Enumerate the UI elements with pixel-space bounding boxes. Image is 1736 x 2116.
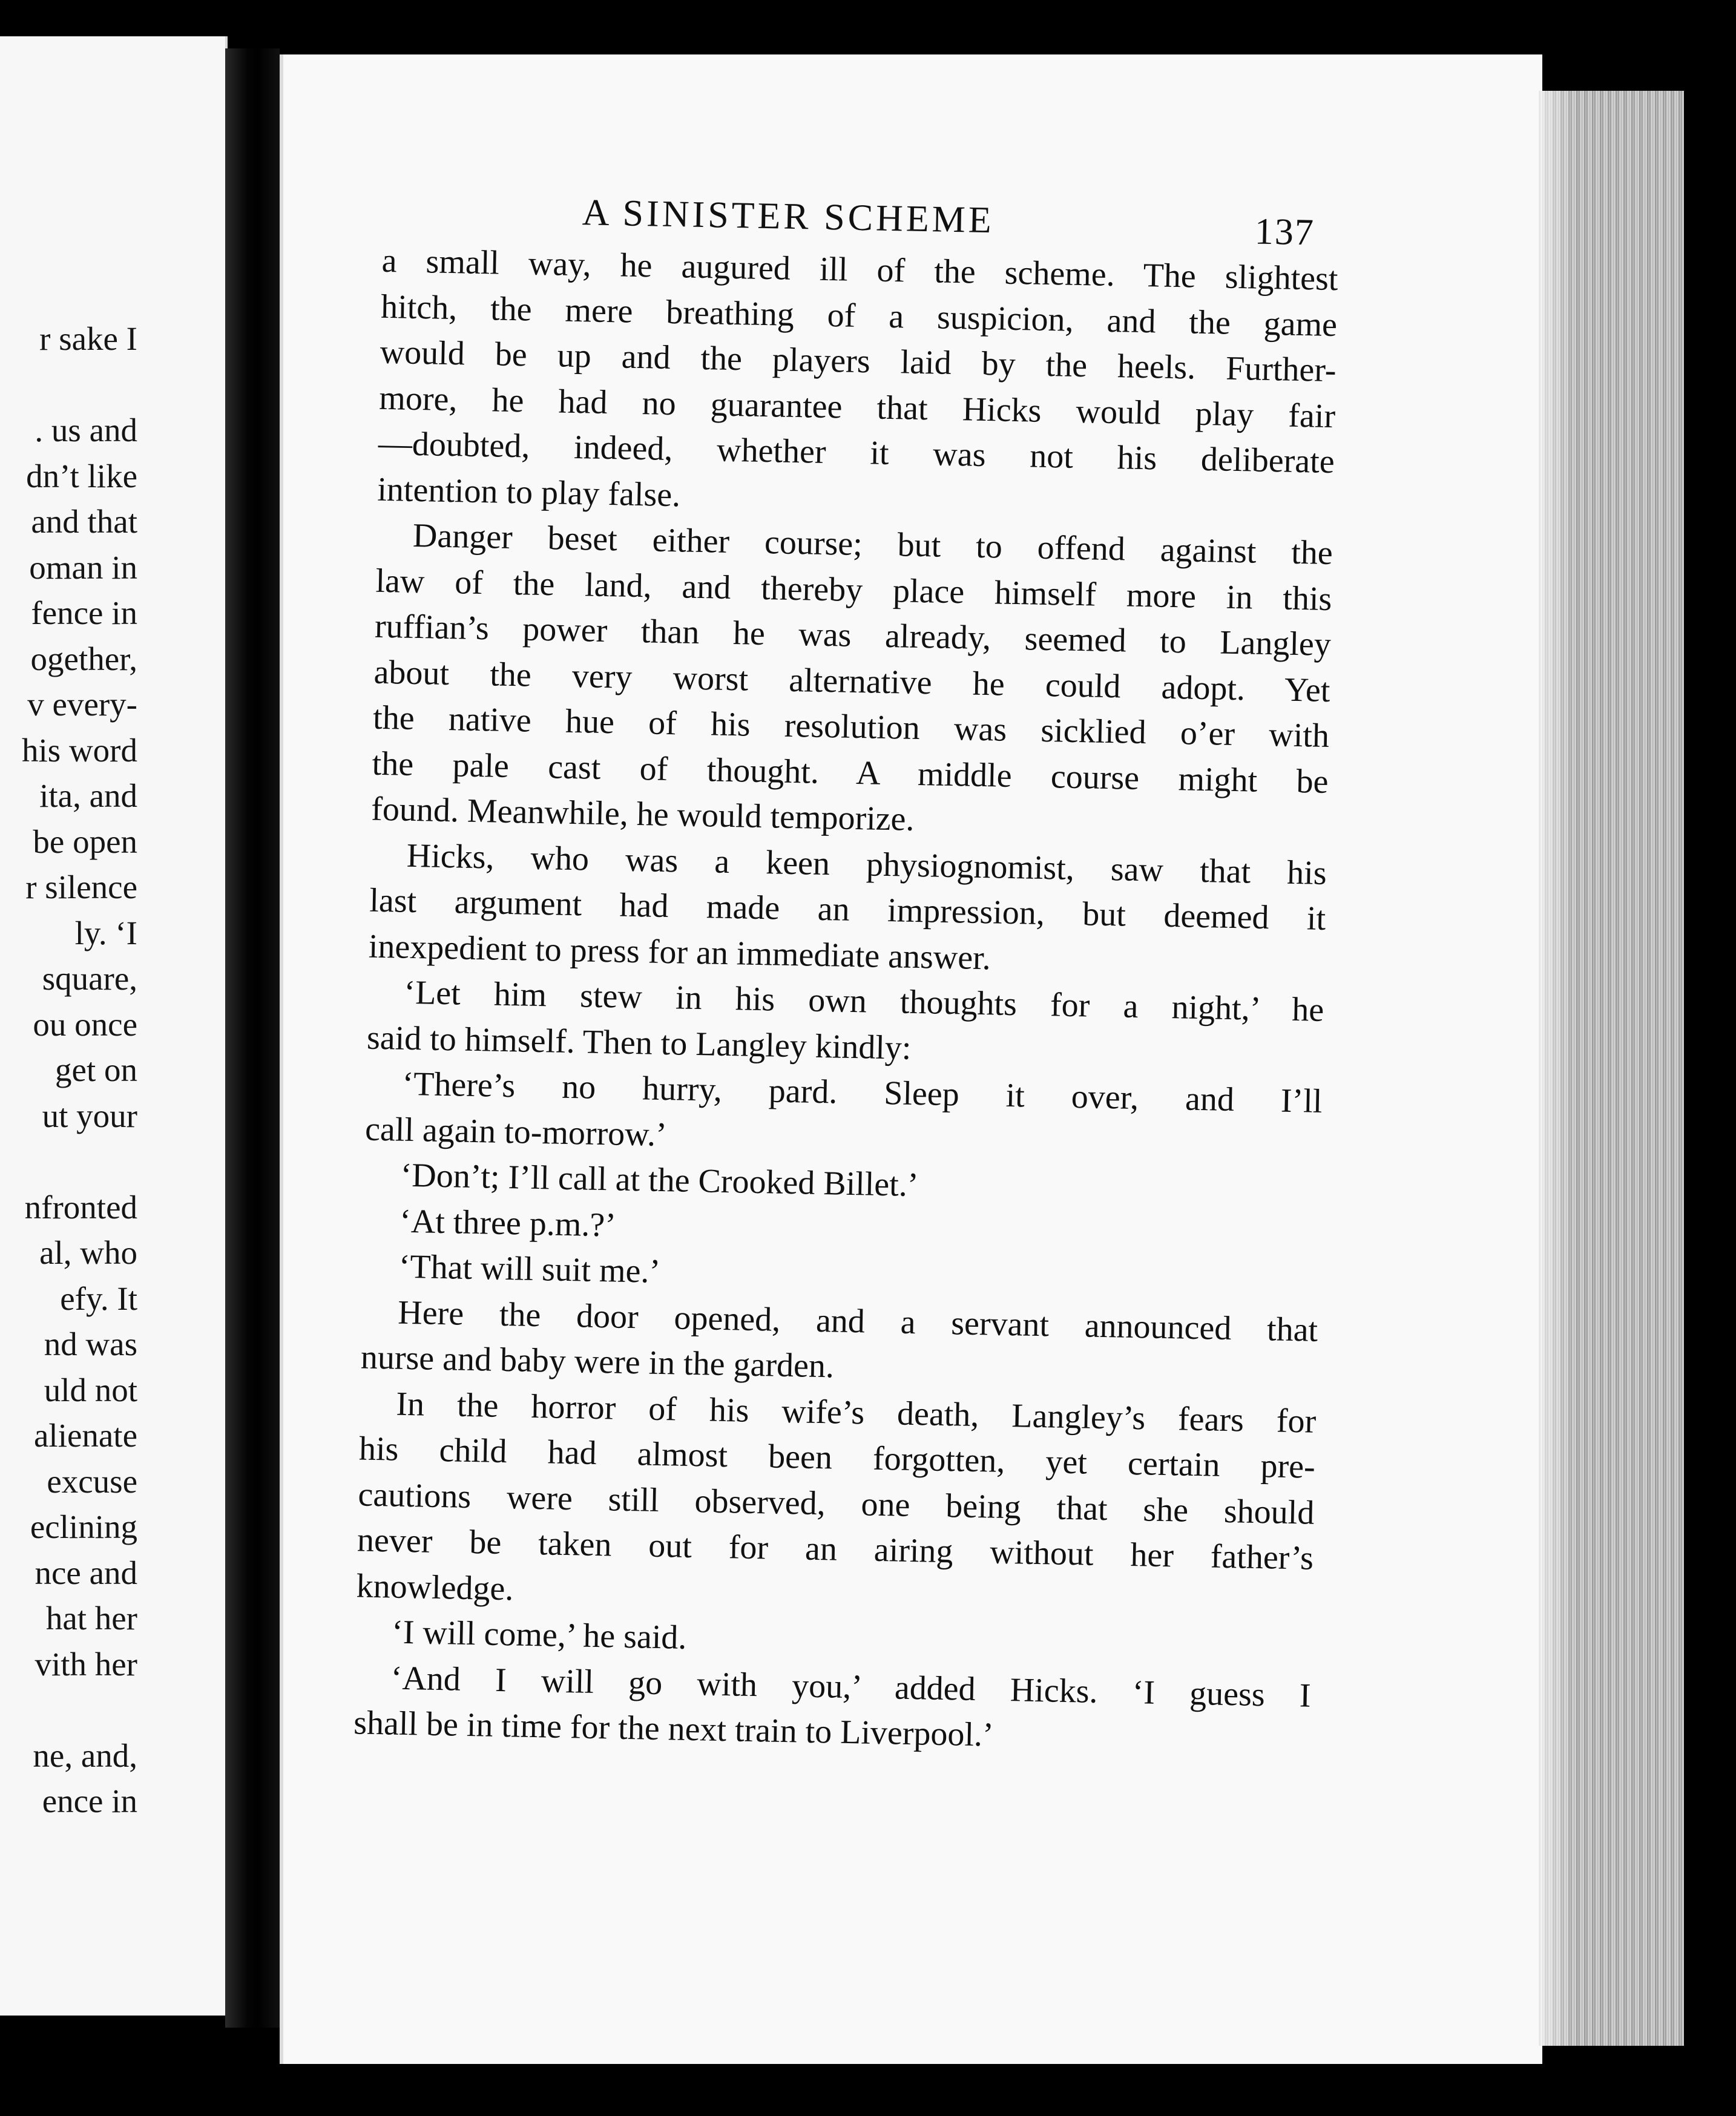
left-page-line: ly. ‘I [74, 914, 137, 951]
left-page-line: nd was [44, 1326, 137, 1362]
body-line: ‘There’s no hurry, pard. Sleep it over, and I’ll [402, 1065, 1323, 1120]
left-page-line: efy. It [60, 1280, 137, 1317]
left-page-line: dn’t like [26, 457, 137, 494]
body-line: Here the door opened, and a servant announced that [397, 1293, 1318, 1349]
body-line: his child had almost been forgotten, yet certain pre- [358, 1430, 1316, 1486]
body-line: ‘I will come,’ he said. [391, 1613, 687, 1657]
body-line: inexpedient to press for an immediate answer. [368, 927, 991, 977]
left-page-line: ence in [42, 1782, 137, 1819]
body-line: nurse and baby were in the garden. [360, 1338, 835, 1385]
left-page-line: ne, and, [33, 1736, 137, 1774]
body-line: ‘At three p.m.?’ [399, 1202, 617, 1244]
left-page-line: hat her [45, 1600, 137, 1637]
left-page-line: excuse [47, 1462, 137, 1500]
body-line: shall be in time for the next train to Liverpool.’ [353, 1704, 995, 1754]
page-number: 137 [1254, 211, 1315, 254]
body-line: knowledge. [356, 1566, 514, 1608]
body-line: the pale cast of thought. A middle course might be [372, 744, 1329, 801]
body-line: intention to play false. [376, 470, 681, 514]
body-line: hitch, the mere breathing of a suspicion, and the game [380, 288, 1338, 344]
body-line: law of the land, and thereby place himself more in this [375, 562, 1332, 618]
left-page-line: ut your [42, 1097, 137, 1134]
left-page-line: vith her [35, 1645, 137, 1683]
left-page-line: ogether, [30, 640, 137, 677]
body-line: ‘That will suit me.’ [398, 1247, 661, 1290]
left-page-line: uld not [44, 1371, 137, 1408]
left-page-line: r silence [25, 869, 137, 905]
body-line: ruffian’s power than he was already, seemed to Langley [374, 607, 1332, 664]
body-line: more, he had no guarantee that Hicks would play fair [378, 379, 1336, 435]
left-page-line: nce and [35, 1554, 137, 1591]
right-page [280, 54, 1542, 2064]
left-page-line: get on [55, 1051, 137, 1088]
left-page-line: fence in [31, 594, 137, 631]
left-page-line: oman in [29, 548, 137, 586]
page-text-block [350, 185, 1339, 1898]
left-page-fragment [0, 36, 228, 2016]
body-line: —doubted, indeed, whether it was not his deliberate [378, 424, 1335, 481]
body-line: the native hue of his resolution was sicklied o’er with [372, 698, 1330, 755]
left-page-line: ou once [33, 1005, 137, 1043]
body-line: found. Meanwhile, he would temporize. [370, 790, 915, 838]
body-line: Danger beset either course; but to offend against the [412, 516, 1333, 573]
body-line: ‘Let him stew in his own thoughts for a night,’ he [403, 973, 1324, 1029]
body-line: a small way, he augured ill of the scheme. The slightest [381, 242, 1339, 298]
running-title: A SINISTER SCHEME [582, 192, 995, 242]
left-page-line: nfronted [24, 1188, 137, 1226]
body-line: Hicks, who was a keen physiognomist, saw that his [406, 836, 1327, 892]
left-page-line: al, who [39, 1234, 137, 1271]
left-page-line: v every- [27, 686, 137, 723]
left-page-line: and that [31, 503, 137, 540]
left-page-line: alienate [34, 1417, 137, 1454]
book-gutter [225, 48, 280, 2028]
left-page-line: . us and [35, 412, 137, 448]
body-line: cautions were still observed, one being that she should [357, 1475, 1315, 1532]
left-page-line: r sake I [39, 320, 137, 357]
body-line: last argument had made an impression, but deemed it [369, 881, 1326, 938]
left-page-line: be open [33, 823, 137, 860]
body-line: ‘And I will go with you,’ added Hicks. ‘I guess I [390, 1659, 1312, 1715]
body-line: about the very worst alternative he could adopt. Yet [373, 653, 1330, 709]
body-line: ‘Don’t; I’ll call at the Crooked Billet.’ [400, 1156, 919, 1204]
left-page-line: his word [22, 731, 137, 769]
body-line: call again to-morrow.’ [364, 1110, 668, 1154]
body-line: never be taken out for an airing without her father’s [357, 1521, 1314, 1577]
left-page-line: square, [42, 960, 137, 997]
body-line: In the horror of his wife’s death, Langley’s fears for [395, 1385, 1317, 1441]
left-page-line: ita, and [39, 777, 137, 814]
body-line: would be up and the players laid by the heels. Further- [380, 333, 1337, 390]
left-page-line: eclining [30, 1508, 137, 1545]
body-line: said to himself. Then to Langley kindly: [366, 1019, 912, 1067]
page-edges-highlight [1539, 91, 1575, 2046]
